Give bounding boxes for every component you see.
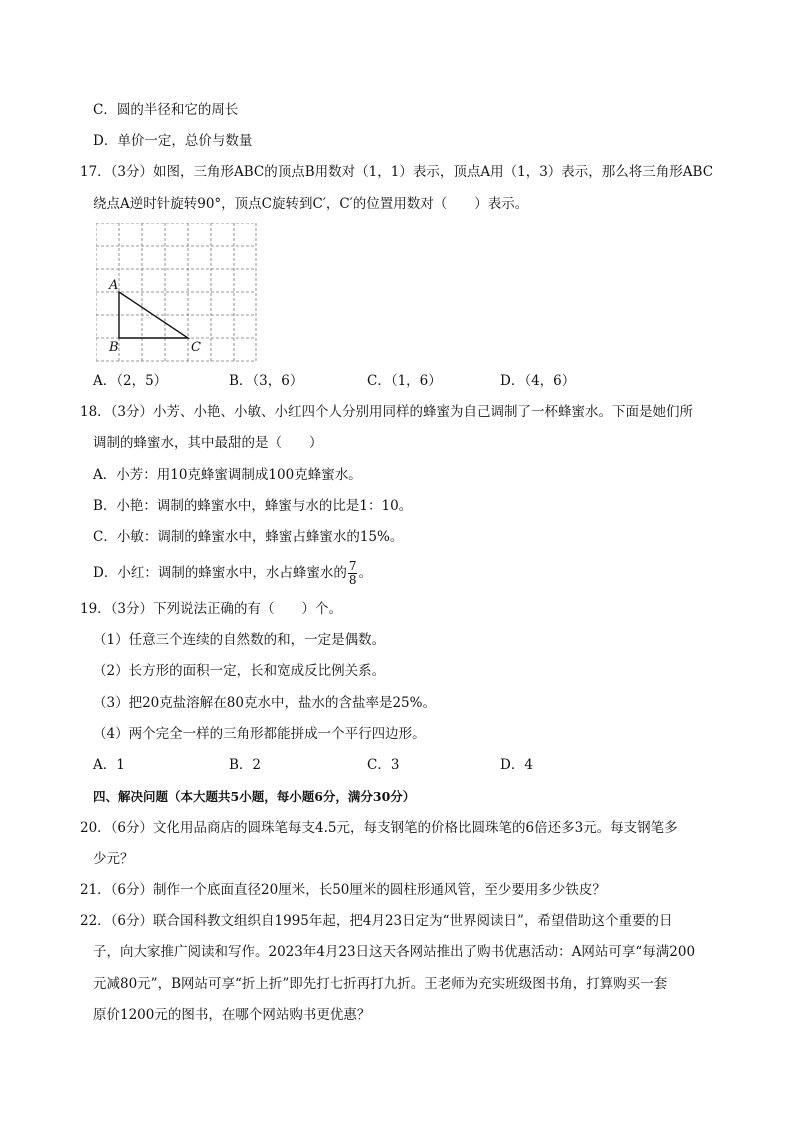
grid-figure bbox=[96, 223, 260, 363]
question-19-statement-3: （3）把20克盐溶解在80克水中，盐水的含盐率是25%。 bbox=[93, 695, 436, 711]
q17-option-c: C．（1，6） bbox=[367, 373, 442, 389]
fraction-numerator: 7 bbox=[348, 559, 357, 573]
label-b: B bbox=[109, 340, 119, 355]
q19-option-c: C．3 bbox=[367, 757, 400, 773]
option-c-line: C．圆的半径和它的周长 bbox=[93, 102, 239, 118]
fraction-seven-eighths bbox=[348, 560, 358, 587]
question-17-line-2: 绕点A逆时针旋转90°，顶点C旋转到C′，C′的位置用数对（ ）表示。 bbox=[93, 196, 529, 212]
question-18-option-c: C．小敏：调制的蜂蜜水中，蜂蜜占蜂蜜水的15%。 bbox=[93, 529, 404, 545]
question-17-line-1: 17．（3分）如图，三角形ABC的顶点B用数对（1，1）表示，顶点A用（1，3）表示，那么将三角形ABC bbox=[80, 164, 714, 180]
question-22-line-2: 子，向大家推广阅读和写作。2023年4月23日这天各网站推出了购书优惠活动：A网站可享“每满200 bbox=[93, 944, 696, 960]
question-18-line-2: 调制的蜂蜜水，其中最甜的是（ ） bbox=[93, 435, 323, 451]
question-22-line-4: 原价1200元的图书，在哪个网站购书更优惠？ bbox=[93, 1007, 371, 1023]
question-19-statement-1: （1）任意三个连续的自然数的和，一定是偶数。 bbox=[93, 632, 386, 648]
fraction-denominator: 8 bbox=[348, 573, 357, 587]
question-18-option-a: A．小芳：用10克蜂蜜调制成100克蜂蜜水。 bbox=[93, 467, 362, 483]
question-18-option-b: B．小艳：调制的蜂蜜水中，蜂蜜与水的比是1：10。 bbox=[93, 498, 413, 514]
question-20-line-1: 20．（6分）文化用品商店的圆珠笔每支4.5元，每支钢笔的价格比圆珠笔的6倍还多3元。每支钢笔多 bbox=[80, 820, 678, 836]
question-19-line-1: 19．（3分）下列说法正确的有（ ）个。 bbox=[80, 601, 343, 617]
question-22-line-1: 22．（6分）联合国科教文组织自1995年起，把4月23日定为“世界阅读日”，希望借助这个重要的日 bbox=[80, 913, 673, 929]
question-18-option-d bbox=[93, 560, 372, 587]
question-19-statement-2: （2）长方形的面积一定，长和宽成反比例关系。 bbox=[93, 663, 386, 679]
option-d-end: 。 bbox=[358, 565, 372, 581]
question-22-line-3: 元减80元”，B网站可享“折上折”即先打七折再打九折。王老师为充实班级图书角，打算购买一套 bbox=[93, 976, 668, 992]
option-d-line: D．单价一定，总价与数量 bbox=[93, 133, 253, 149]
question-19-statement-4: （4）两个完全一样的三角形都能拼成一个平行四边形。 bbox=[93, 726, 426, 742]
option-d-text: D．小红：调制的蜂蜜水中，水占蜂蜜水的 bbox=[93, 565, 347, 581]
question-18-line-1: 18．（3分）小芳、小艳、小敏、小红四个人分别用同样的蜂蜜为自己调制了一杯蜂蜜水。下面是她们所 bbox=[80, 404, 694, 420]
q17-option-a: A．（2，5） bbox=[93, 373, 168, 389]
question-21: 21．（6分）制作一个底面直径20厘米，长50厘米的圆柱形通风管，至少要用多少铁皮？ bbox=[80, 882, 606, 898]
section-4-heading: 四、解决问题（本大题共5小题，每小题6分，满分30分） bbox=[93, 789, 416, 804]
q19-option-a: A．1 bbox=[93, 757, 125, 773]
question-20-line-2: 少元？ bbox=[93, 851, 134, 867]
q19-option-d: D．4 bbox=[500, 757, 533, 773]
q17-option-d: D．（4，6） bbox=[500, 373, 576, 389]
label-a: A bbox=[109, 278, 119, 293]
label-c: C bbox=[191, 340, 201, 355]
q17-option-b: B．（3，6） bbox=[229, 373, 304, 389]
q19-option-b: B．2 bbox=[229, 757, 262, 773]
